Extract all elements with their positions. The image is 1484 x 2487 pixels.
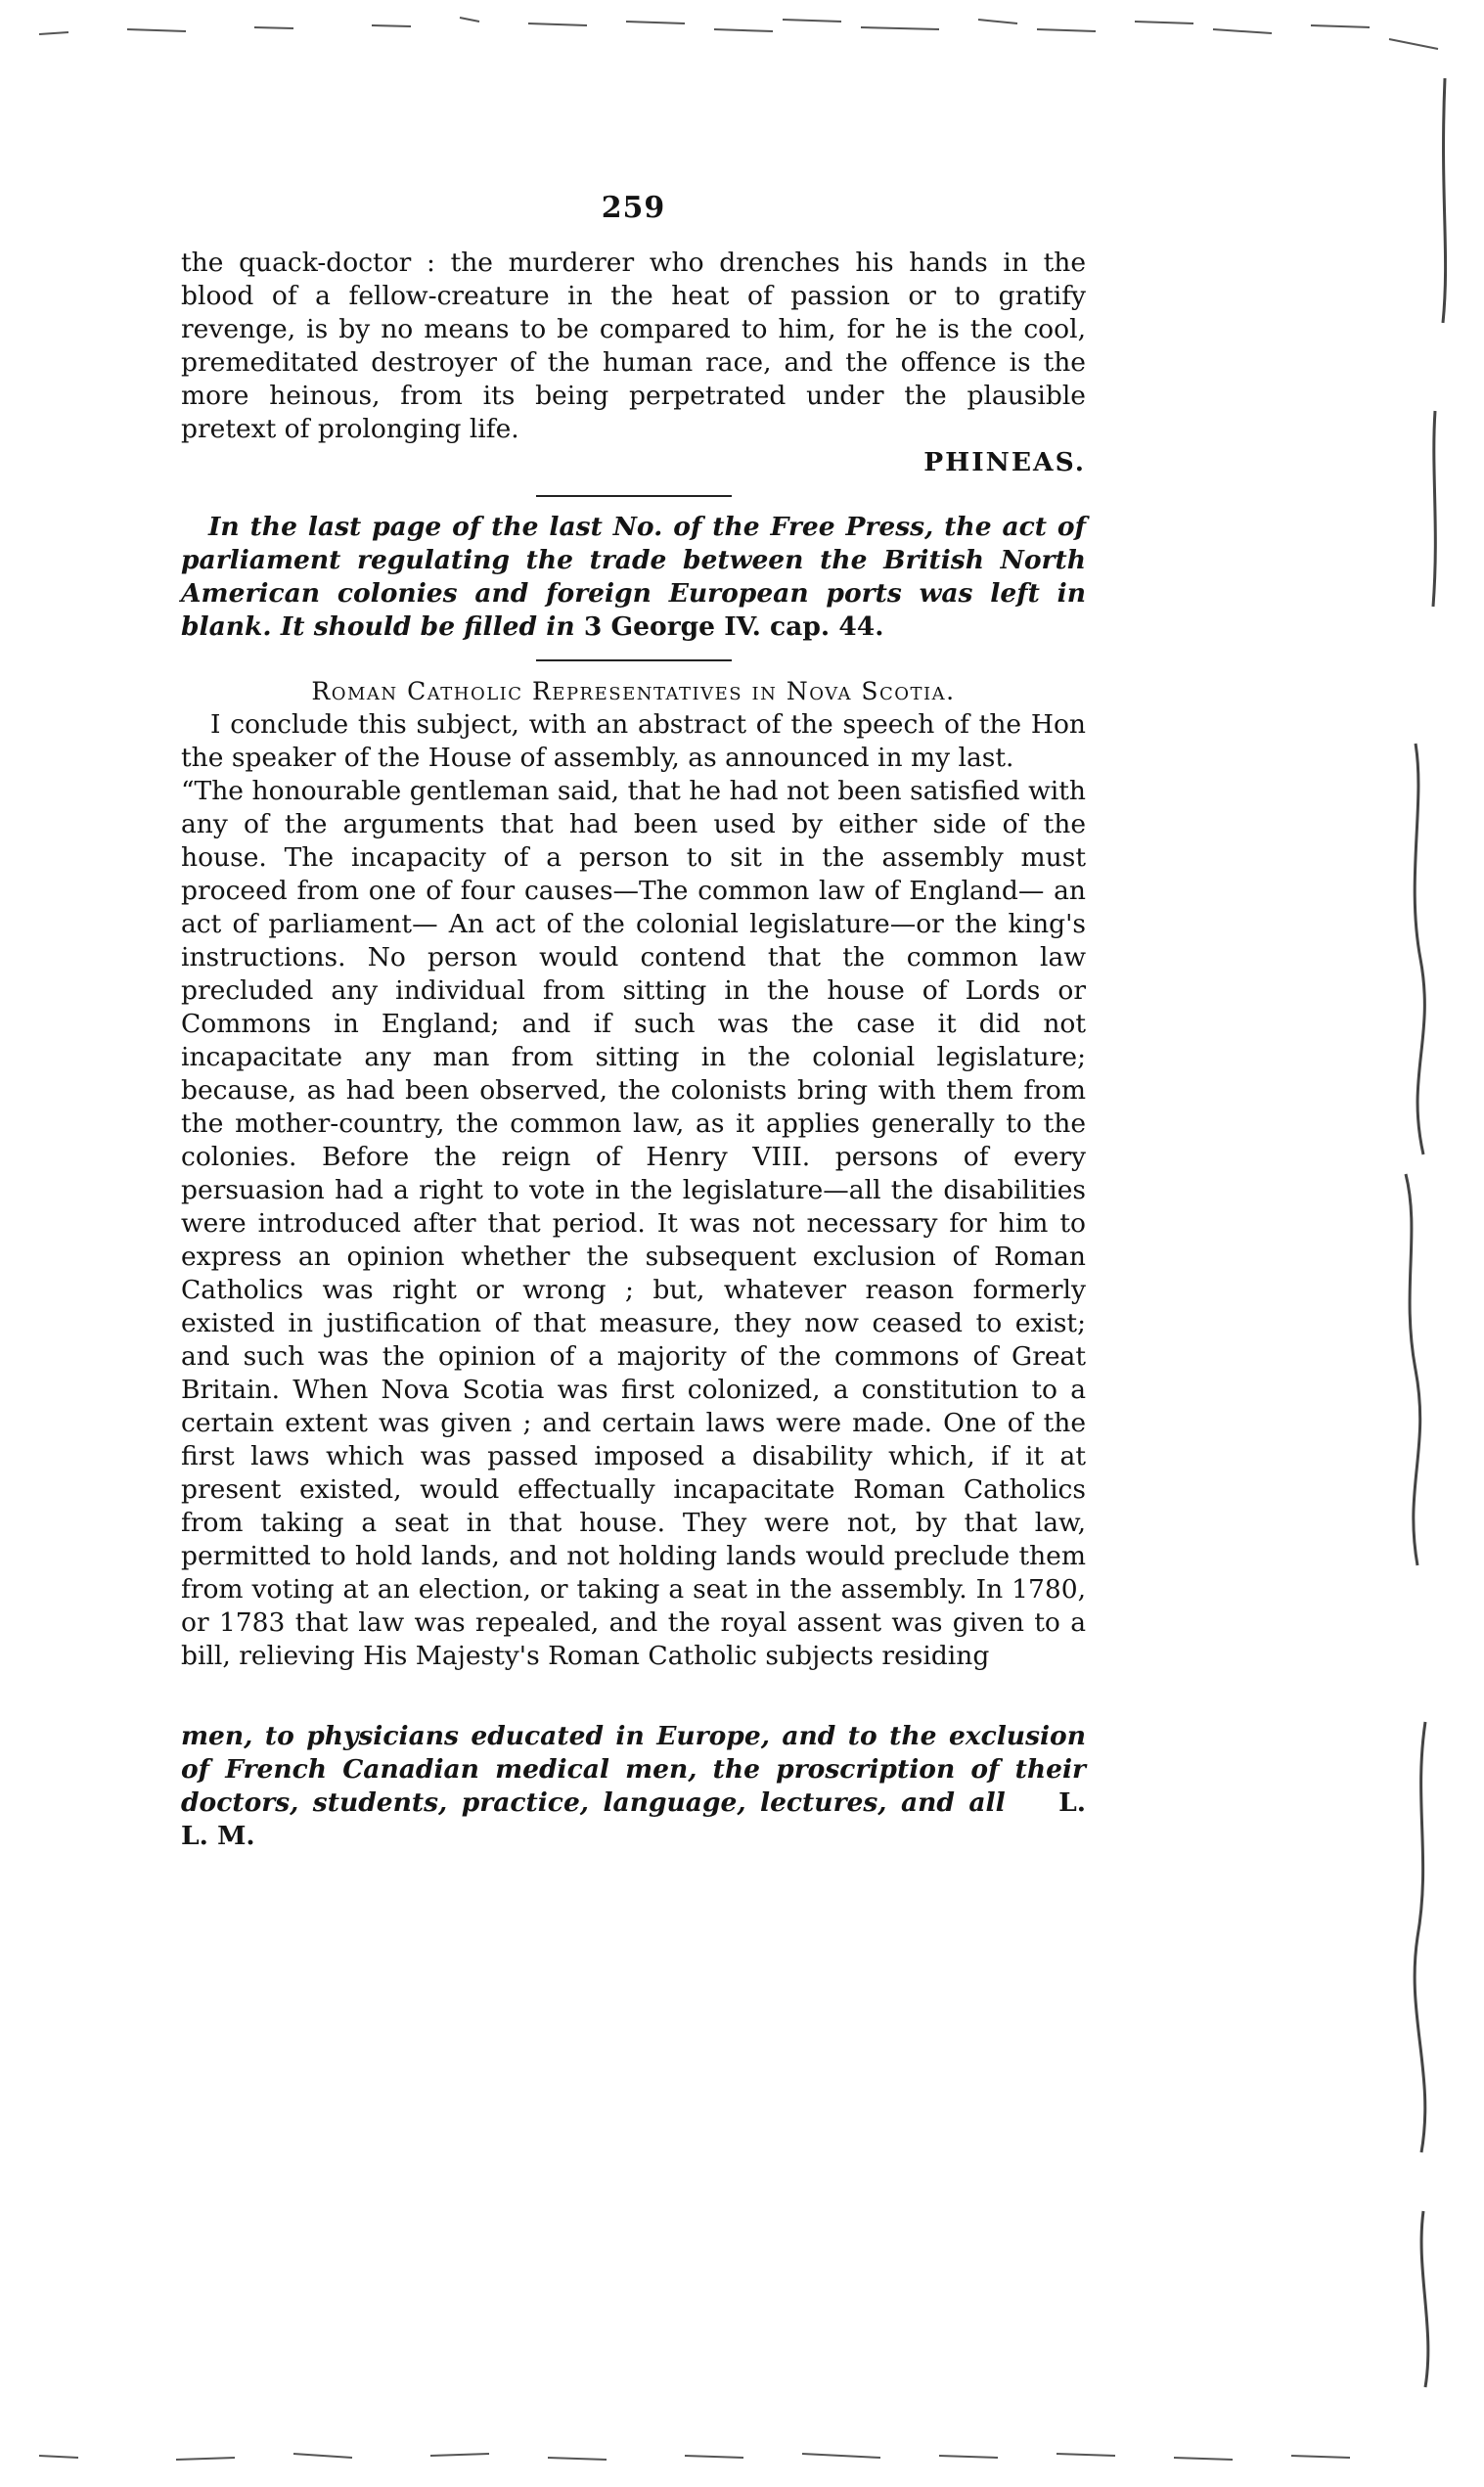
footnote-initials: L. L. M. <box>181 1787 1086 1851</box>
page-number: 259 <box>601 191 666 225</box>
erratum-text: In the last page of the last No. of the Free Press, the act of parliament regulating the trade between the British North American colonies and foreign European ports was left in blank. It should be filled in <box>181 512 1086 642</box>
article-heading: Roman Catholic Representatives in Nova Scotia. <box>311 677 956 705</box>
speech-quote-text: “The honourable gentleman said, that he had not been satisfied with any of the arguments that had been used by either side of the house. The incapacity of a person to sit in the assembly must proceed from one of four causes—The common law of England— an act of parliament— An act of the colonial legislature—or the king's instructions. No person would contend that the common law precluded any individual from sitting in the house of Lords or Commons in England; and if such was the case it did not incapacitate any man from sitting in the colonial legislature; because, as had been observed, the colonists bring with them from the mother-country, the common law, as it applies generally to the colonies. Before the reign of Henry VIII. persons of every persuasion had a right to vote in the legislature—all the disabilities were introduced after that period. It was not necessary for him to express an opinion whether the subsequent exclusion of Roman Catholics was right or wrong ; but, whatever reason formerly existed in justification of that measure, they now ceased to exist; and such was the opinion of a majority of the commons of Great Britain. When Nova Scotia was first colonized, a constitution to a certain extent was given ; and certain laws were made. One of the first laws which was passed imposed a disability which, if it at present existed, would effectually incapacitate Roman Catholics from taking a seat in that house. They were not, by that law, permitted to hold lands, and not holding lands would preclude them from voting at an election, or taking a seat in the assembly. In 1780, or 1783 that law was repealed, and the royal assent was given to a bill, relieving His Majesty's Roman Catholic subjects residing <box>181 776 1086 1671</box>
signature: PHINEAS. <box>923 447 1086 477</box>
section-divider <box>536 495 732 497</box>
footnote <box>181 1720 1086 1853</box>
speech-quote <box>181 775 1086 1673</box>
erratum-citation: 3 George IV. cap. 44. <box>583 611 884 642</box>
scan-noise-bottom <box>0 2419 1484 2487</box>
spacer <box>181 1673 1086 1720</box>
article-intro: I conclude this subject, with an abstract of the speech of the Hon the speaker of the House of assembly, as announced in my last. <box>181 709 1086 773</box>
continuation-text: the quack-doctor : the murderer who drenches his hands in the blood of a fellow-creature in the heat of passion or to gratify revenge, is by no means to be compared to him, for he is the cool, premeditated destroyer of the human race, and the offence is the more heinous, from its being perpetrated under the plausible pretext of prolonging life. <box>181 248 1086 444</box>
continuation-paragraph <box>181 247 1086 446</box>
erratum-note <box>181 511 1086 644</box>
footnote-text: men, to physicians educated in Europe, and to the exclusion of French Canadian medical men, the proscription of their doctors, students, practice, language, lectures, and all <box>181 1721 1086 1818</box>
scan-noise-top <box>0 0 1484 88</box>
scan-noise-right-edge <box>1367 0 1484 2487</box>
document-page <box>181 191 1086 1853</box>
section-divider <box>536 659 732 661</box>
